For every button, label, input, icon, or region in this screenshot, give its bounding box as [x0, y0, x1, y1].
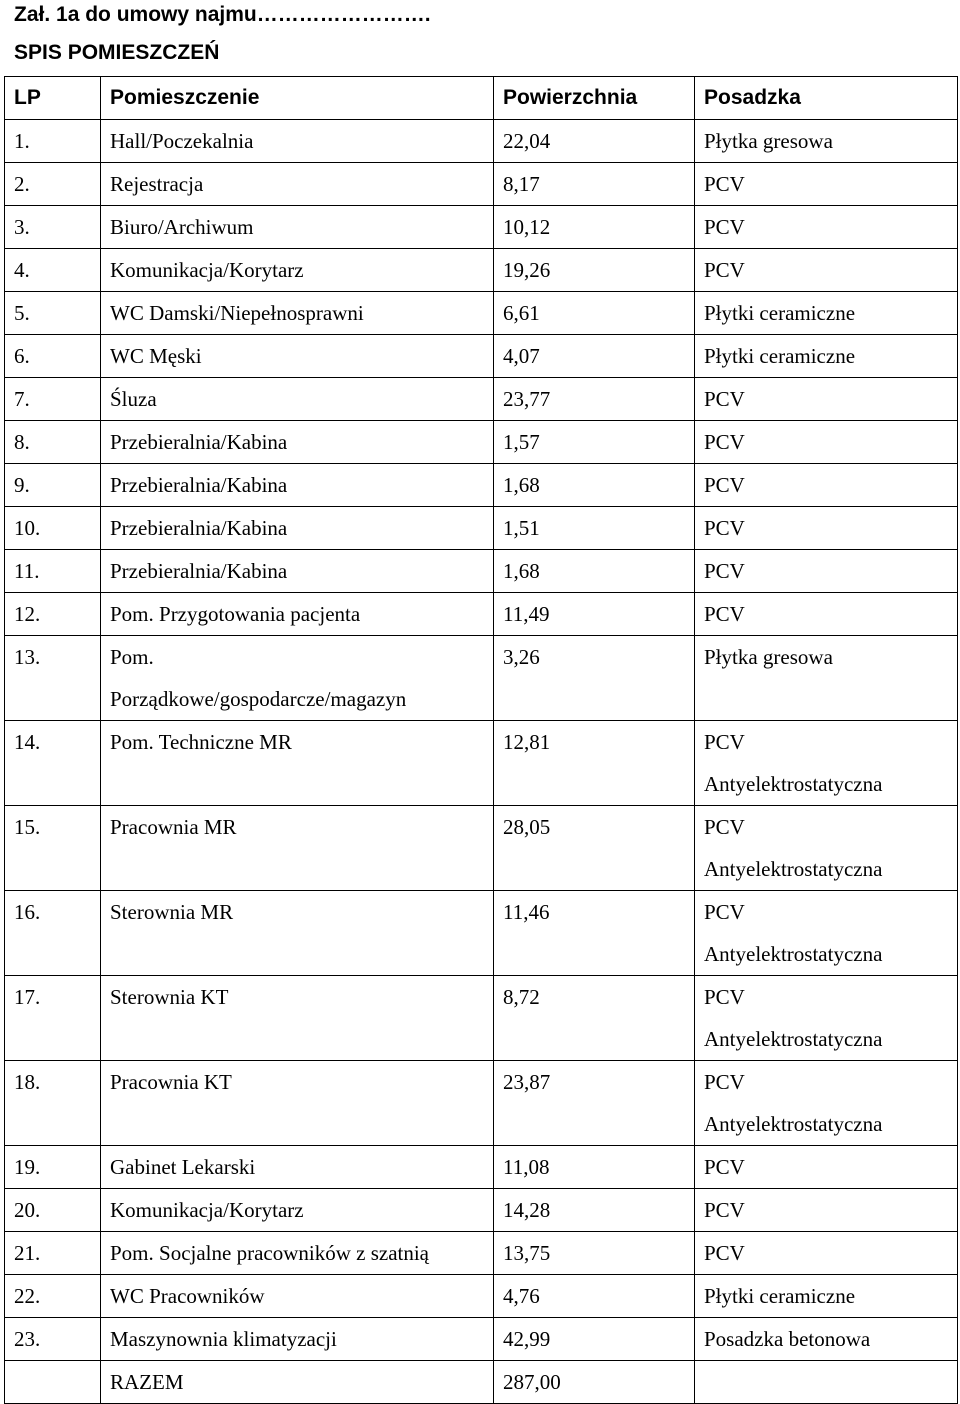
cell-floor-line: PCV — [704, 900, 745, 924]
cell-room-line: Pracownia MR — [110, 815, 237, 839]
column-header-area: Powierzchnia — [494, 77, 695, 120]
table-row — [5, 806, 958, 891]
cell-floor — [695, 721, 958, 806]
cell-floor-line: PCV — [704, 1070, 745, 1094]
cell-room — [101, 721, 494, 806]
cell-room — [101, 163, 494, 206]
cell-lp: 7. — [5, 378, 101, 421]
cell-floor — [695, 891, 958, 976]
table-header-row — [5, 77, 958, 120]
cell-floor-line: PCV — [704, 815, 745, 839]
cell-room — [101, 891, 494, 976]
cell-room-line: WC Damski/Niepełnosprawni — [110, 301, 364, 325]
cell-room-line: Przebieralnia/Kabina — [110, 473, 288, 497]
table-row — [5, 206, 958, 249]
cell-room-line: Hall/Poczekalnia — [110, 129, 254, 153]
cell-floor-line: Antyelektrostatyczna — [704, 1027, 883, 1051]
cell-room — [101, 1318, 494, 1361]
cell-room-line: Gabinet Lekarski — [110, 1155, 256, 1179]
cell-lp: 17. — [5, 976, 101, 1061]
cell-floor-line: Płytki ceramiczne — [704, 301, 856, 325]
cell-floor-line: PCV — [704, 1241, 745, 1265]
cell-lp: 6. — [5, 335, 101, 378]
cell-room — [101, 335, 494, 378]
cell-lp: 3. — [5, 206, 101, 249]
cell-floor-line: PCV — [704, 1155, 745, 1179]
cell-lp: 16. — [5, 891, 101, 976]
table-row — [5, 636, 958, 721]
cell-area: 10,12 — [494, 206, 695, 249]
cell-room-line: Pom. — [110, 645, 154, 669]
cell-area: 6,61 — [494, 292, 695, 335]
cell-room — [101, 464, 494, 507]
cell-lp: 20. — [5, 1189, 101, 1232]
cell-floor-line: Antyelektrostatyczna — [704, 942, 883, 966]
rooms-table — [4, 76, 958, 1404]
cell-floor — [695, 120, 958, 163]
column-header-floor: Posadzka — [695, 77, 958, 120]
cell-floor-empty — [695, 1361, 958, 1404]
cell-floor — [695, 378, 958, 421]
cell-floor — [695, 249, 958, 292]
cell-room-line: Maszynownia klimatyzacji — [110, 1327, 337, 1351]
cell-total-area: 287,00 — [494, 1361, 695, 1404]
document-title: SPIS POMIESZCZEŃ — [14, 41, 220, 64]
cell-area: 11,08 — [494, 1146, 695, 1189]
cell-floor-line: PCV — [704, 730, 745, 754]
cell-floor — [695, 464, 958, 507]
table-body — [5, 120, 958, 1404]
cell-room-line: Sterownia KT — [110, 985, 229, 1009]
cell-floor-line: PCV — [704, 172, 745, 196]
cell-area: 22,04 — [494, 120, 695, 163]
table-row — [5, 1232, 958, 1275]
cell-area: 4,76 — [494, 1275, 695, 1318]
cell-floor — [695, 550, 958, 593]
cell-floor — [695, 976, 958, 1061]
table-row — [5, 378, 958, 421]
cell-floor-line: Płytka gresowa — [704, 129, 833, 153]
cell-floor — [695, 1275, 958, 1318]
cell-floor — [695, 206, 958, 249]
cell-lp: 1. — [5, 120, 101, 163]
cell-area: 28,05 — [494, 806, 695, 891]
table-row — [5, 1061, 958, 1146]
cell-lp: 12. — [5, 593, 101, 636]
cell-room — [101, 378, 494, 421]
cell-room — [101, 636, 494, 721]
cell-floor-line: Antyelektrostatyczna — [704, 857, 883, 881]
table-row — [5, 1318, 958, 1361]
table-row — [5, 120, 958, 163]
cell-area: 3,26 — [494, 636, 695, 721]
cell-lp: 22. — [5, 1275, 101, 1318]
column-header-room: Pomieszczenie — [101, 77, 494, 120]
cell-area: 12,81 — [494, 721, 695, 806]
cell-floor-line: PCV — [704, 215, 745, 239]
cell-room-line: Biuro/Archiwum — [110, 215, 254, 239]
cell-floor-line: Płytki ceramiczne — [704, 1284, 856, 1308]
cell-floor-line: Antyelektrostatyczna — [704, 1112, 883, 1136]
cell-room — [101, 1232, 494, 1275]
cell-room-line: Śluza — [110, 387, 157, 411]
table-row — [5, 507, 958, 550]
cell-lp: 9. — [5, 464, 101, 507]
cell-room — [101, 1275, 494, 1318]
total-row — [5, 1361, 958, 1404]
cell-total-label: RAZEM — [101, 1361, 494, 1404]
cell-room-line: Sterownia MR — [110, 900, 234, 924]
cell-room — [101, 1061, 494, 1146]
table-row — [5, 163, 958, 206]
cell-floor — [695, 163, 958, 206]
cell-floor — [695, 292, 958, 335]
cell-room — [101, 550, 494, 593]
cell-floor-line: PCV — [704, 258, 745, 282]
cell-lp: 4. — [5, 249, 101, 292]
cell-room — [101, 806, 494, 891]
cell-area: 11,46 — [494, 891, 695, 976]
cell-room — [101, 593, 494, 636]
cell-area: 8,72 — [494, 976, 695, 1061]
cell-floor — [695, 507, 958, 550]
table-row — [5, 464, 958, 507]
cell-area: 11,49 — [494, 593, 695, 636]
cell-room — [101, 292, 494, 335]
cell-lp: 18. — [5, 1061, 101, 1146]
cell-lp: 15. — [5, 806, 101, 891]
cell-floor — [695, 636, 958, 721]
cell-area: 4,07 — [494, 335, 695, 378]
cell-lp: 11. — [5, 550, 101, 593]
cell-lp: 5. — [5, 292, 101, 335]
cell-room — [101, 1146, 494, 1189]
annex-reference: Zał. 1a do umowy najmu……………………. — [14, 3, 431, 26]
cell-floor-line: PCV — [704, 430, 745, 454]
table-row — [5, 721, 958, 806]
cell-room-line: Pom. Socjalne pracowników z szatnią — [110, 1241, 429, 1265]
cell-floor-line: Posadzka betonowa — [704, 1327, 871, 1351]
cell-room-line: Pracownia KT — [110, 1070, 232, 1094]
cell-room-line: WC Pracowników — [110, 1284, 265, 1308]
cell-room-line: Przebieralnia/Kabina — [110, 430, 288, 454]
cell-area: 23,87 — [494, 1061, 695, 1146]
cell-floor — [695, 421, 958, 464]
cell-floor — [695, 1318, 958, 1361]
cell-area: 8,17 — [494, 163, 695, 206]
table-row — [5, 1275, 958, 1318]
cell-floor-line: PCV — [704, 559, 745, 583]
cell-room — [101, 249, 494, 292]
cell-room — [101, 976, 494, 1061]
cell-room — [101, 507, 494, 550]
cell-room-line: Pom. Przygotowania pacjenta — [110, 602, 361, 626]
cell-area: 1,51 — [494, 507, 695, 550]
cell-lp-empty — [5, 1361, 101, 1404]
cell-area: 13,75 — [494, 1232, 695, 1275]
table-row — [5, 550, 958, 593]
cell-lp: 8. — [5, 421, 101, 464]
cell-lp: 14. — [5, 721, 101, 806]
cell-area: 1,68 — [494, 464, 695, 507]
cell-area: 1,57 — [494, 421, 695, 464]
cell-lp: 23. — [5, 1318, 101, 1361]
cell-floor-line: Płytka gresowa — [704, 645, 833, 669]
cell-floor — [695, 335, 958, 378]
table-row — [5, 1189, 958, 1232]
cell-room — [101, 421, 494, 464]
cell-floor-line: PCV — [704, 602, 745, 626]
cell-area: 14,28 — [494, 1189, 695, 1232]
cell-floor-line: PCV — [704, 985, 745, 1009]
cell-room — [101, 1189, 494, 1232]
cell-room-line: Komunikacja/Korytarz — [110, 258, 304, 282]
table-row — [5, 891, 958, 976]
cell-floor — [695, 1061, 958, 1146]
cell-lp: 2. — [5, 163, 101, 206]
cell-lp: 13. — [5, 636, 101, 721]
table-row — [5, 292, 958, 335]
cell-floor — [695, 1232, 958, 1275]
table-row — [5, 249, 958, 292]
cell-lp: 19. — [5, 1146, 101, 1189]
cell-room — [101, 206, 494, 249]
cell-floor-line: PCV — [704, 473, 745, 497]
table-row — [5, 976, 958, 1061]
cell-room-line: Porządkowe/gospodarcze/magazyn — [110, 687, 407, 711]
cell-room-line: WC Męski — [110, 344, 202, 368]
cell-area: 42,99 — [494, 1318, 695, 1361]
column-header-lp: LP — [5, 77, 101, 120]
cell-floor-line: PCV — [704, 1198, 745, 1222]
cell-lp: 21. — [5, 1232, 101, 1275]
cell-lp: 10. — [5, 507, 101, 550]
cell-area: 1,68 — [494, 550, 695, 593]
cell-area: 23,77 — [494, 378, 695, 421]
cell-area: 19,26 — [494, 249, 695, 292]
cell-room-line: Pom. Techniczne MR — [110, 730, 292, 754]
cell-room-line: Przebieralnia/Kabina — [110, 559, 288, 583]
cell-floor — [695, 806, 958, 891]
cell-floor-line: Płytki ceramiczne — [704, 344, 856, 368]
cell-floor — [695, 593, 958, 636]
cell-room-line: Przebieralnia/Kabina — [110, 516, 288, 540]
table-row — [5, 1146, 958, 1189]
cell-floor — [695, 1146, 958, 1189]
cell-floor-line: PCV — [704, 516, 745, 540]
cell-room-line: Rejestracja — [110, 172, 204, 196]
table-row — [5, 421, 958, 464]
table-row — [5, 593, 958, 636]
cell-room — [101, 120, 494, 163]
cell-room-line: Komunikacja/Korytarz — [110, 1198, 304, 1222]
cell-floor — [695, 1189, 958, 1232]
cell-floor-line: Antyelektrostatyczna — [704, 772, 883, 796]
table-row — [5, 335, 958, 378]
cell-floor-line: PCV — [704, 387, 745, 411]
